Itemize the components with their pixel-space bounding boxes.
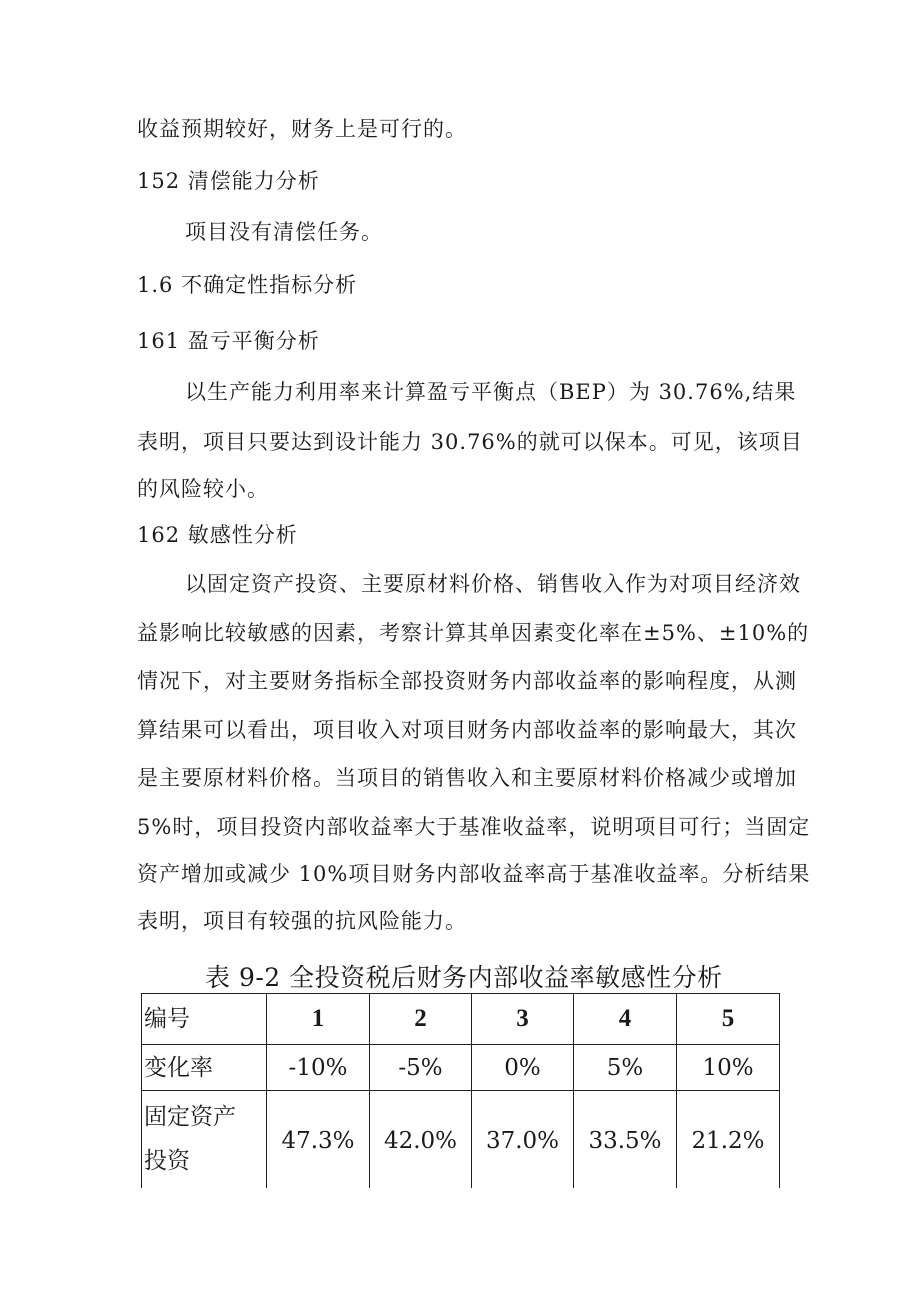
table-cell: 0% [472, 1045, 574, 1091]
table-cell: 47.3% [267, 1091, 370, 1192]
table-cell: 21.2% [677, 1091, 780, 1192]
sensitivity-table [141, 993, 780, 1192]
paragraph-line: 情况下，对主要财务指标全部投资财务内部收益率的影响程度，从测 [137, 669, 797, 693]
paragraph-line: 算结果可以看出，项目收入对项目财务内部收益率的影响最大，其次 [137, 718, 797, 742]
table-header-row [142, 994, 780, 1045]
header-col-1: 1 [267, 994, 370, 1045]
paragraph-line: 5%时，项目投资内部收益率大于基准收益率，说明项目可行；当固定 [137, 815, 811, 839]
section-heading-1-6: 1.6 不确定性指标分析 [137, 273, 358, 297]
paragraph-line: 表明，项目只要达到设计能力 30.76%的就可以保本。可见，该项目 [137, 430, 803, 454]
table-row [142, 1091, 780, 1192]
paragraph-line: 表明，项目有较强的抗风险能力。 [137, 909, 467, 933]
table-cell: 33.5% [574, 1091, 677, 1192]
table-cell: 5% [574, 1045, 677, 1091]
header-col-4: 4 [574, 994, 677, 1045]
paragraph-line: 是主要原材料价格。当项目的销售收入和主要原材料价格减少或增加 [137, 766, 797, 790]
table-row [142, 1045, 780, 1091]
header-col-5: 5 [677, 994, 780, 1045]
table-caption: 表 9-2 全投资税后财务内部收益率敏感性分析 [205, 963, 723, 992]
paragraph-line: 益影响比较敏感的因素，考察计算其单因素变化率在±5%、±10%的 [137, 621, 810, 645]
table-cell: -5% [370, 1045, 472, 1091]
table-cell: -10% [267, 1045, 370, 1091]
table-cell: 10% [677, 1045, 780, 1091]
header-label-cell: 编号 [142, 994, 267, 1045]
section-heading-152: 152 清偿能力分析 [137, 169, 320, 193]
header-col-2: 2 [370, 994, 472, 1045]
paragraph-line: 收益预期较好，财务上是可行的。 [137, 117, 467, 141]
section-heading-162: 162 敏感性分析 [137, 523, 298, 547]
row-label-change-rate: 变化率 [142, 1045, 267, 1091]
table-cell: 37.0% [472, 1091, 574, 1192]
paragraph-line: 的风险较小。 [137, 477, 269, 501]
header-col-3: 3 [472, 994, 574, 1045]
page-bottom-margin [0, 1188, 920, 1301]
paragraph-line: 资产增加或减少 10%项目财务内部收益率高于基准收益率。分析结果 [137, 862, 811, 886]
paragraph-line: 以生产能力利用率来计算盈亏平衡点（BEP）为 30.76%,结果 [185, 380, 797, 404]
paragraph-line: 以固定资产投资、主要原材料价格、销售收入作为对项目经济效 [185, 572, 801, 596]
section-heading-161: 161 盈亏平衡分析 [137, 329, 320, 353]
row-label-line: 固定资产 [144, 1104, 236, 1130]
paragraph-line: 项目没有清偿任务。 [185, 220, 383, 244]
row-label-fixed-asset [142, 1091, 267, 1192]
row-label-line: 投资 [144, 1148, 190, 1174]
table-cell: 42.0% [370, 1091, 472, 1192]
